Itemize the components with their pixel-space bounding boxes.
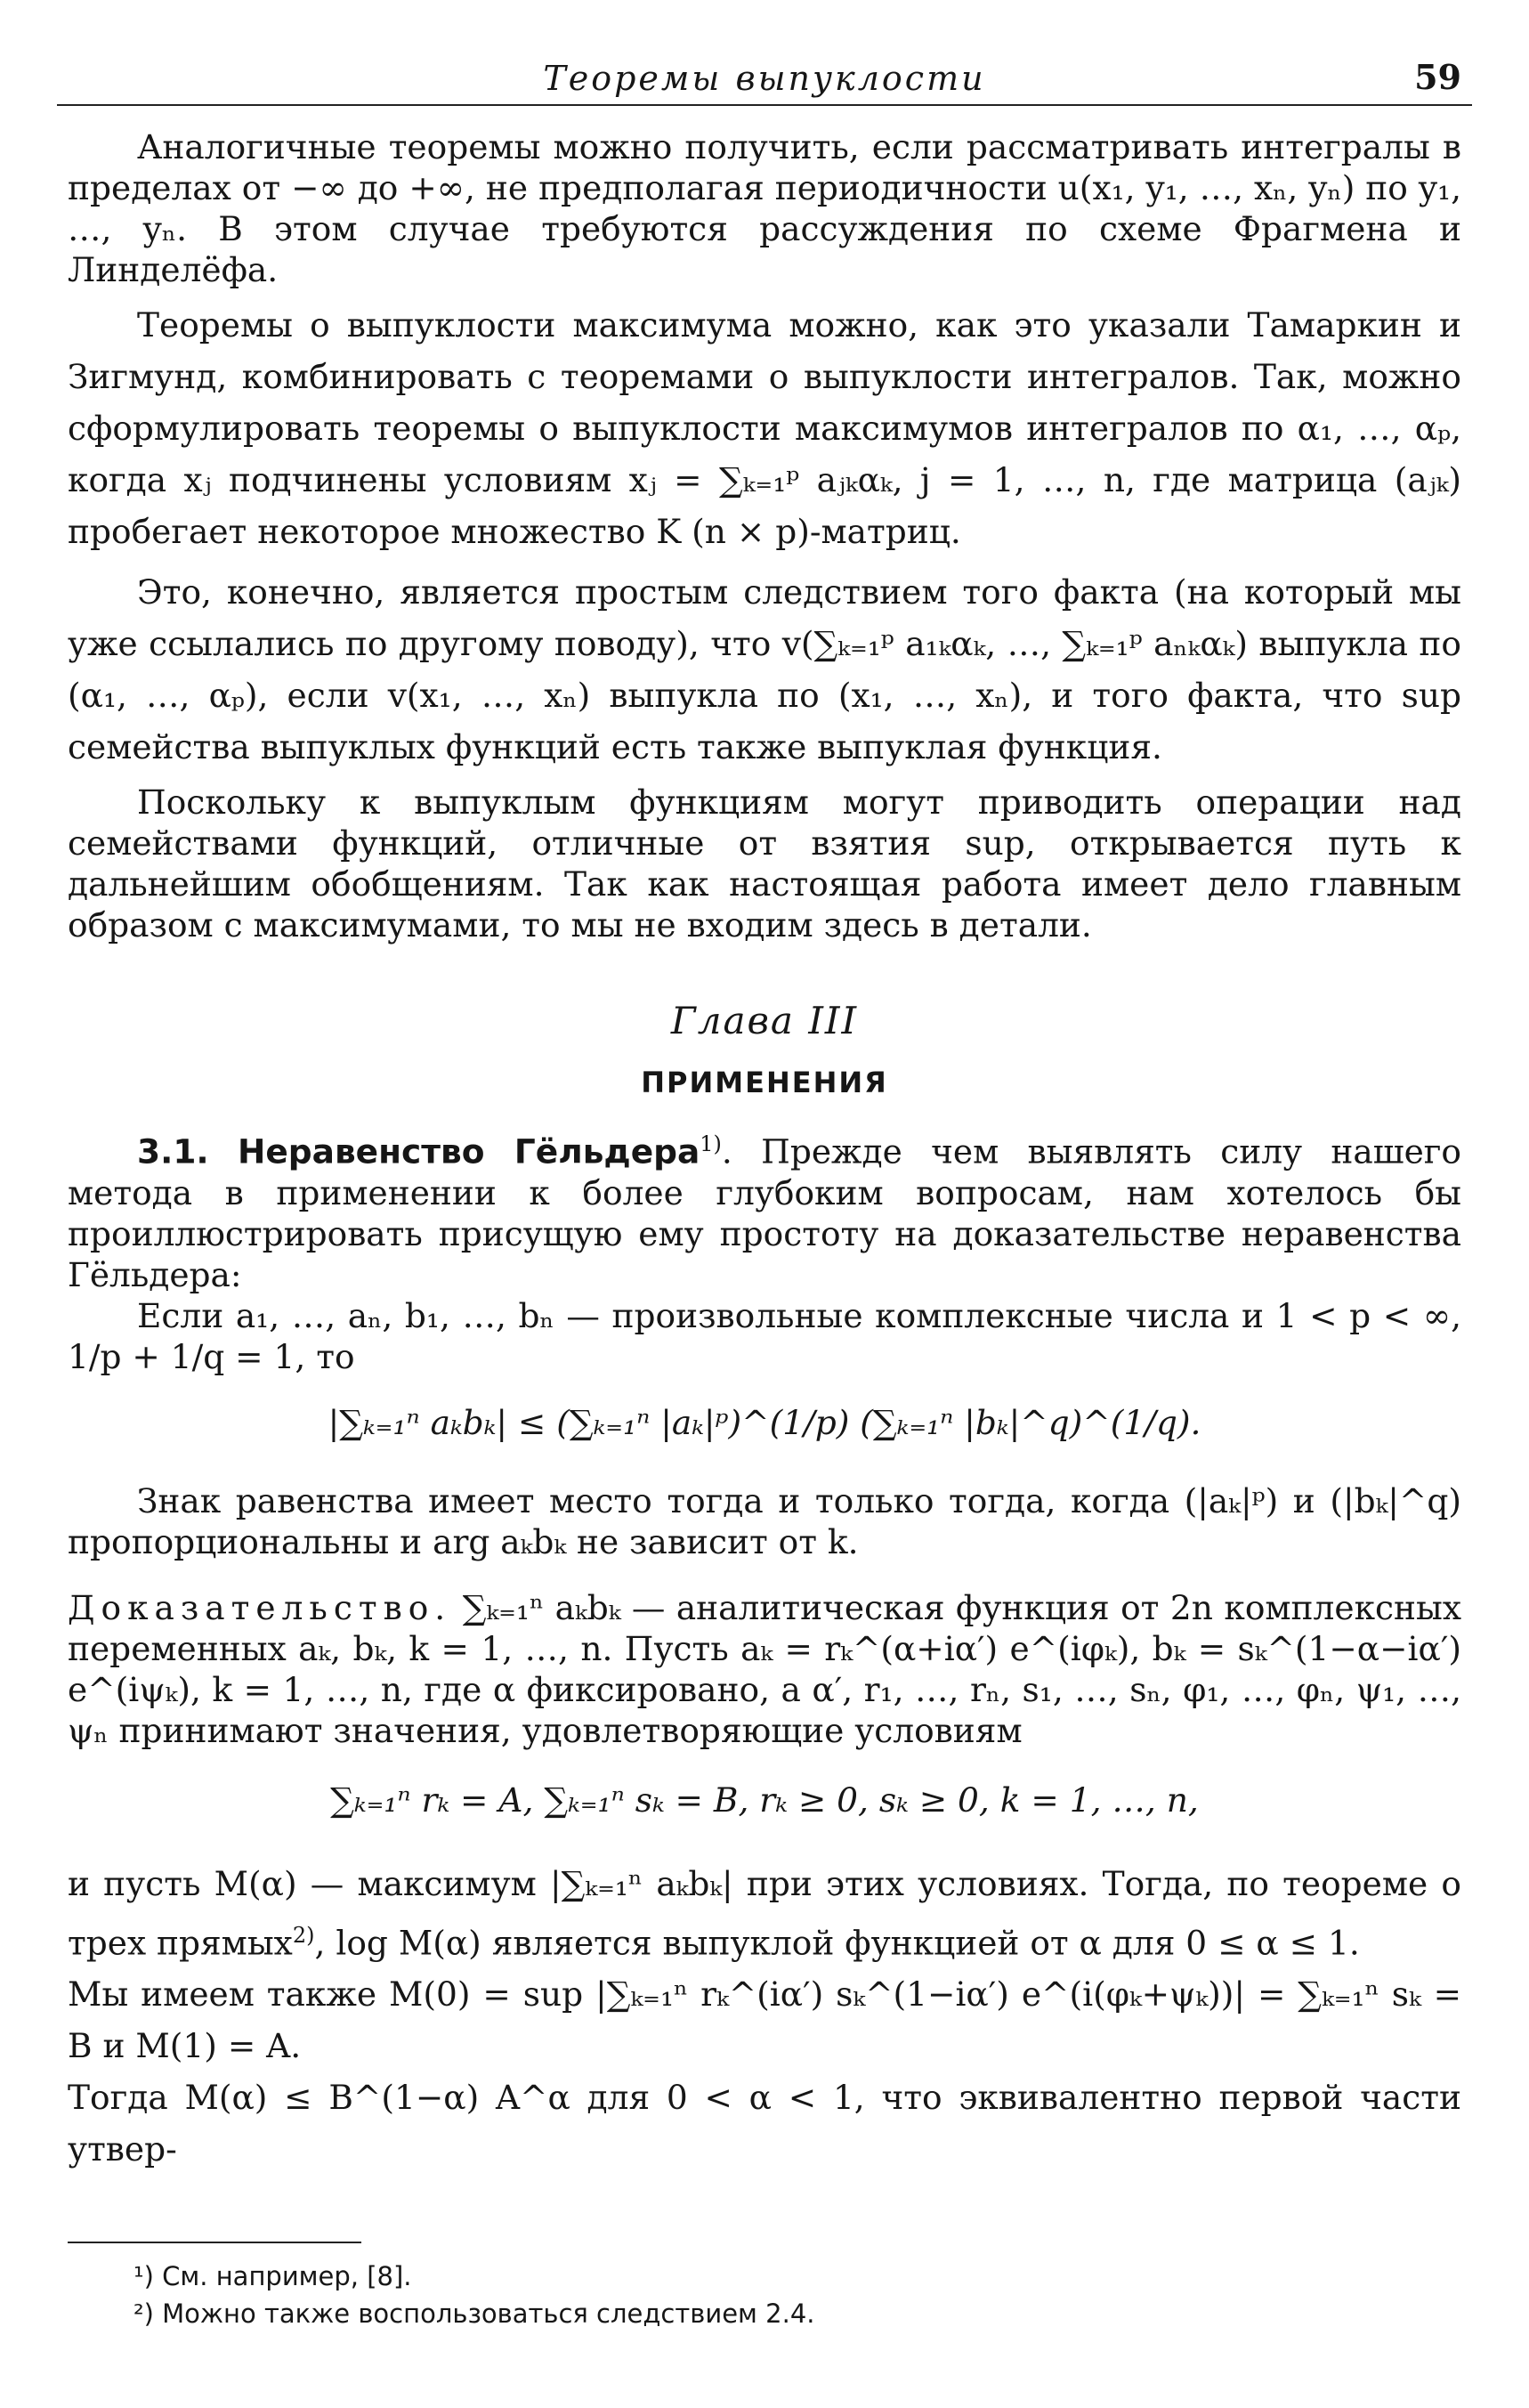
proof-line-3: Мы имеем также M(0) = sup |∑ₖ₌₁ⁿ rₖ^(iα′) sₖ^(1−iα′) e^(i(φₖ+ψₖ))| = ∑ₖ₌₁ⁿ sₖ = B и M(1) = A. bbox=[68, 1974, 1461, 2065]
footnote-ref-1[interactable]: 1) bbox=[700, 1131, 722, 1156]
proof-continuation bbox=[68, 1858, 1461, 1969]
holder-inequality: |∑ₖ₌₁ⁿ aₖbₖ| ≤ (∑ₖ₌₁ⁿ |aₖ|ᵖ)^(1/p) (∑ₖ₌₁ⁿ |bₖ|^q)^(1/q). bbox=[328, 1402, 1201, 1442]
footnote-rule bbox=[68, 2242, 361, 2243]
running-title: Теоремы выпуклости bbox=[543, 59, 986, 98]
equality-condition: Знак равенства имеет место тогда и только тогда, когда (|aₖ|ᵖ) и (|bₖ|^q) пропорциональны и arg aₖbₖ не зависит от k. bbox=[68, 1480, 1461, 1561]
chapter-heading bbox=[0, 999, 1529, 1099]
section-intro-text: Прежде чем выявлять силу нашего метода в применении к более глубоким вопросам, нам хотелось бы проиллюстрировать присущую ему простоту на доказательстве неравенства Гёльдера: bbox=[68, 1131, 1462, 1294]
paragraph: Теоремы о выпуклости максимума можно, как это указали Тамаркин и Зигмунд, комбинировать с теоремами о выпуклости интегралов. Так, можно сформулировать теоремы о выпуклости максимумов интегралов по α₁, …, αₚ, когда xⱼ подчинены условиям xⱼ = ∑ₖ₌₁ᵖ aⱼₖαₖ, j = 1, …, n, где матрица (aⱼₖ) пробегает некоторое множество K (n × p)-матриц. bbox=[68, 305, 1461, 551]
header-rule bbox=[57, 104, 1472, 106]
footnotes bbox=[133, 2258, 1379, 2332]
paragraph: Это, конечно, является простым следствием того факта (на который мы уже ссылались по другому поводу), что v(∑ₖ₌₁ᵖ a₁ₖαₖ, …, ∑ₖ₌₁ᵖ aₙₖαₖ) выпукла по (α₁, …, αₚ), если v(x₁, …, xₙ) выпукла по (x₁, …, xₙ), и того факта, что sup семейства выпуклых функций есть также выпуклая функция. bbox=[68, 572, 1461, 766]
footnote-ref-2[interactable]: 2) bbox=[292, 1922, 315, 1948]
page-header bbox=[0, 48, 1529, 101]
footnote-1: ¹) См. например, [8]. bbox=[133, 2261, 412, 2291]
section-3-1 bbox=[68, 1123, 1461, 2175]
paragraph: Аналогичные теоремы можно получить, если рассматривать интегралы в пределах от −∞ до +∞, не предполагая периодичности u(x₁, y₁, …, xₙ, yₙ) по y₁, …, yₙ. В этом случае требуются рассуждения по схеме Фрагмена и Линделёфа. bbox=[68, 127, 1461, 289]
holder-statement: Если a₁, …, aₙ, b₁, …, bₙ — произвольные комплексные числа и 1 < p < ∞, 1/p + 1/q = 1, то bbox=[68, 1295, 1461, 1376]
proof-line-1: и пусть M(α) — максимум |∑ₖ₌₁ⁿ aₖbₖ| при этих условиях. Тогда, по теореме о трех прямых bbox=[68, 1863, 1461, 1962]
proof-conditions: ∑ₖ₌₁ⁿ rₖ = A, ∑ₖ₌₁ⁿ sₖ = B, rₖ ≥ 0, sₖ ≥ 0, k = 1, …, n, bbox=[330, 1780, 1199, 1820]
chapter-title: ПРИМЕНЕНИЯ bbox=[641, 1066, 888, 1099]
page-number: 59 bbox=[1414, 57, 1461, 97]
proof-paragraph bbox=[68, 1587, 1461, 1751]
section-intro: 3.1. Неравенство Гёльдера$^{1)}$. Прежде чем выявлять силу нашего метода в применении к более глубоким вопросам, нам хотелось бы проиллюстрировать присущую ему простоту на доказательстве неравенства Гёльдера: bbox=[68, 1131, 1462, 1294]
section-title: Неравенство Гёльдера bbox=[237, 1131, 700, 1172]
proof-label: Доказательство. bbox=[68, 1587, 452, 1627]
section-number: 3.1. bbox=[137, 1131, 209, 1172]
proof-line-2: , log M(α) является выпуклой функцией от α для 0 ≤ α ≤ 1. bbox=[314, 1923, 1360, 1962]
paragraph: Поскольку к выпуклым функциям могут приводить операции над семействами функций, отличные от взятия sup, открывается путь к дальнейшим обобщениям. Так как настоящая работа имеет дело главным образом с максимумами, то мы не входим здесь в детали. bbox=[68, 782, 1461, 945]
body-top bbox=[68, 126, 1461, 945]
chapter-number: Глава III bbox=[670, 999, 859, 1042]
proof-text: ∑ₖ₌₁ⁿ aₖbₖ — аналитическая функция от 2n комплексных переменных aₖ, bₖ, k = 1, …, n. Пусть aₖ = rₖ^(α+iα′) e^(iφₖ), bₖ = sₖ^(1−α−iα′) e^(iψₖ), k = 1, …, n, где α фиксировано, а α′, r₁, …, rₙ, s₁, …, sₙ, φ₁, …, φₙ, ψ₁, …, ψₙ принимают значения, удовлетворяющие условиям bbox=[68, 1587, 1461, 1750]
proof-line-4: Тогда M(α) ≤ B^(1−α) A^α для 0 < α < 1, что эквивалентно первой части утвер- bbox=[68, 2078, 1461, 2169]
footnote-2: ²) Можно также воспользоваться следствием 2.4. bbox=[133, 2299, 815, 2329]
